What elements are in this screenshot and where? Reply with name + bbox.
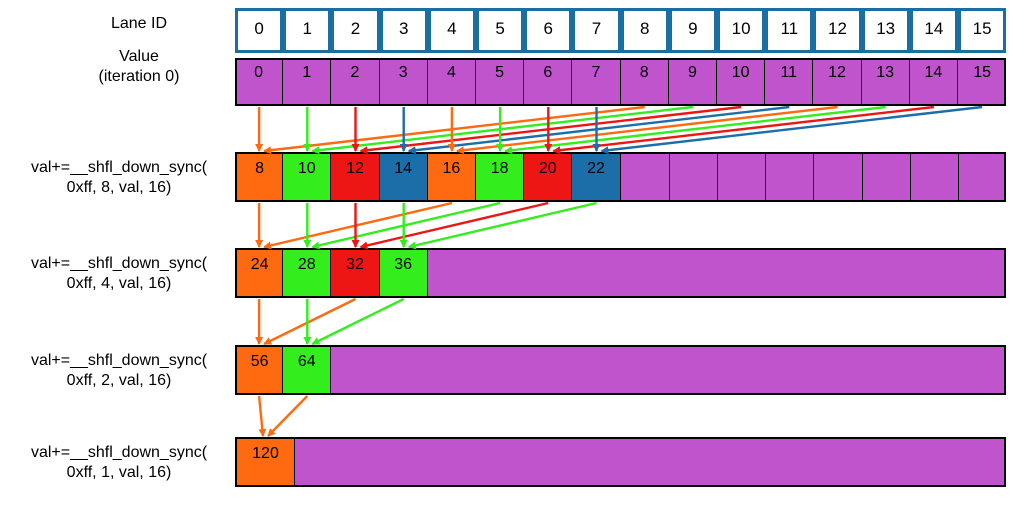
shuffle-arrow [361,107,742,151]
step-value-cell: 32 [331,250,379,296]
lane-id-cell: 7 [572,8,620,53]
step-value-cell: 16 [428,154,476,200]
initial-value-cell: 7 [572,60,620,104]
initial-value-cell: 10 [717,60,765,104]
initial-value-cell: 8 [621,60,669,104]
shuffle-arrow [361,203,549,247]
shuffle-arrow [457,107,838,151]
lane-id-cell: 10 [717,8,765,53]
lane-id-cell: 5 [476,8,524,53]
initial-value-cell: 13 [862,60,910,104]
step-value-cell: 10 [283,154,331,200]
step-value-cell: 12 [331,154,379,200]
lane-id-cell: 12 [813,8,861,53]
initial-value-cell: 14 [910,60,958,104]
shuffle-arrow [312,299,403,344]
step-label-line1: val+=__shfl_down_sync( [30,352,208,369]
step-value-cell: 120 [237,439,295,485]
initial-value-cell: 2 [331,60,379,104]
step-value-cell: 18 [476,154,524,200]
shuffle-arrow [312,203,500,247]
step-value-cell: 24 [237,250,283,296]
shuffle-arrow [409,107,790,151]
lane-id-cell: 8 [621,8,669,53]
lane-id-cell: 6 [524,8,572,53]
value-label-line1: Value [119,48,159,65]
step-value-cell: 56 [237,347,283,393]
step-value-cell: 22 [572,154,620,200]
initial-value-cell: 6 [524,60,572,104]
initial-value-cell: 1 [283,60,331,104]
shuffle-arrow [264,299,355,344]
shuffle-arrow [409,203,597,247]
initial-value-cell: 12 [813,60,861,104]
step-value-cell: 36 [380,250,428,296]
step-value-cell: 8 [237,154,283,200]
step-value-cell: 64 [283,347,331,393]
step-label-line1: val+=__shfl_down_sync( [30,255,208,272]
initial-value-cell: 3 [380,60,428,104]
lane-id-cell: 9 [669,8,717,53]
step-label-line2: 0xff, 2, val, 16) [66,372,172,389]
step-value-cell: 28 [283,250,331,296]
lane-id-label: Lane ID [110,15,168,32]
initial-value-cell: 11 [765,60,813,104]
shuffle-arrow [264,203,452,247]
initial-value-cell: 15 [973,64,991,81]
shuffle-arrow [264,107,645,151]
initial-value-cell: 9 [669,60,717,104]
step-label-line2: 0xff, 4, val, 16) [66,275,172,292]
initial-value-cell: 0 [235,60,283,104]
lane-id-cell: 1 [283,8,331,53]
lane-id-cell: 4 [428,8,476,53]
value-label-line2: (iteration 0) [98,68,180,85]
shuffle-arrow [312,107,693,151]
initial-value-cell: 4 [428,60,476,104]
lane-id-cell: 3 [380,8,428,53]
lane-id-cell: 13 [862,8,910,53]
lane-id-cell: 14 [910,8,958,53]
step-label-line1: val+=__shfl_down_sync( [30,159,208,176]
step-label-line1: val+=__shfl_down_sync( [30,444,208,461]
step-value-cell: 14 [380,154,428,200]
shuffle-arrow [268,396,307,436]
shuffle-arrow [602,107,983,151]
step-label-line2: 0xff, 1, val, 16) [66,464,172,481]
shuffle-arrow [505,107,886,151]
initial-value-cell: 5 [476,60,524,104]
lane-id-cell: 11 [765,8,813,53]
shuffle-arrow [259,396,263,436]
step-value-cell: 20 [524,154,572,200]
shuffle-arrow [553,107,934,151]
lane-id-cell: 15 [958,8,1006,53]
lane-id-cell: 0 [235,8,283,53]
lane-id-cell: 2 [331,8,379,53]
step-label-line2: 0xff, 8, val, 16) [66,179,172,196]
